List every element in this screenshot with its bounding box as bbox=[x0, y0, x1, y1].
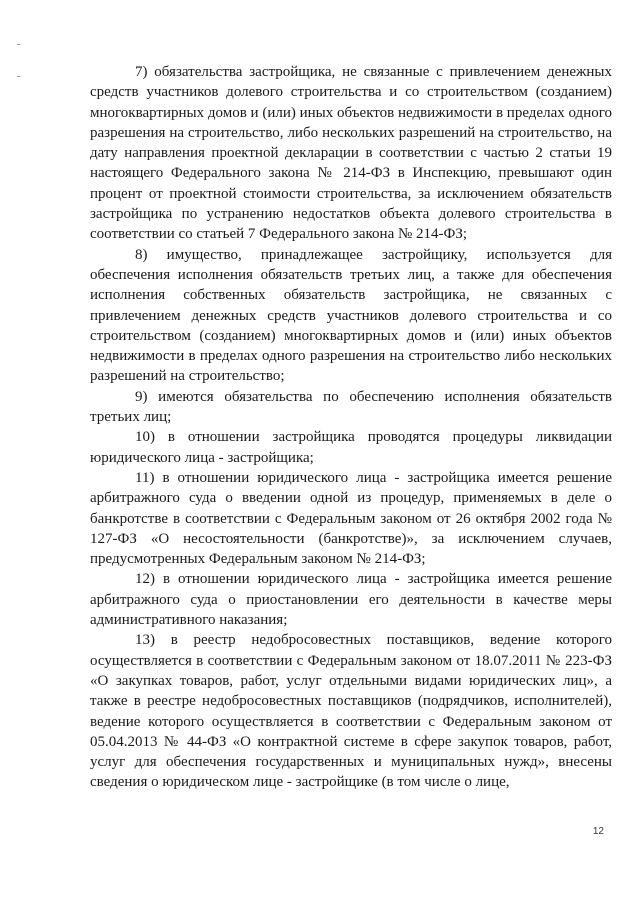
page-number: 12 bbox=[592, 826, 604, 837]
document-body bbox=[90, 62, 612, 793]
paragraph-item-13: 13) в реестр недобросовестных поставщиков, ведение которого осуществляется в соответствии с Федеральным законом от 18.07.2011 № 223-ФЗ «О закупках товаров, работ, услуг отдельными видами юридических лиц», а также в реестре недобросовестных поставщиков (подрядчиков, исполнителей), ведение которого осуществляется в соответствии с Федеральным законом от 05.04.2013 № 44-ФЗ «О контрактной системе в сфере закупок товаров, работ, услуг для обеспечения государственных и муниципальных нужд», внесены сведения о юридическом лице - застройщике (в том числе о лице, bbox=[90, 632, 612, 791]
paragraph-item-7: 7) обязательства застройщика, не связанные с привлечением денежных средств участников долевого строительства и со строительством (созданием) многоквартирных домов и (или) иных объектов недвижимости в пределах одного разрешения на строительство, либо нескольких разрешений на строительство, на дату направления проектной декларации в соответствии с частью 2 статьи 19 настоящего Федерального закона № 214-ФЗ в Инспекцию, превышают один процент от проектной стоимости строительства, за исключением обязательств застройщика по устранению недостатков объекта долевого строительства в соответствии со статьей 7 Федерального закона № 214-ФЗ; bbox=[90, 64, 612, 243]
paragraph-item-12: 12) в отношении юридического лица - застройщика имеется решение арбитражного суда о приостановлении его деятельности в качестве меры административного наказания; bbox=[90, 571, 612, 629]
scan-mark bbox=[17, 44, 20, 45]
paragraph-item-11: 11) в отношении юридического лица - застройщика имеется решение арбитражного суда о введении одной из процедур, применяемых в деле о банкротстве в соответствии с Федеральным законом от 26 октября 2002 года № 127-ФЗ «О несостоятельности (банкротстве)», за исключением случаев, предусмотренных Федеральным законом № 214-ФЗ; bbox=[90, 469, 612, 568]
paragraph-item-8: 8) имущество, принадлежащее застройщику, используется для обеспечения исполнения обязательств третьих лиц, а также для обеспечения исполнения собственных обязательств застройщика, не связанных с привлечением денежных средств участников долевого строительства и со строительством (созданием) многоквартирных домов и (или) иных объектов недвижимости в пределах одного разрешения на строительство либо нескольких разрешений на строительство; bbox=[90, 246, 612, 385]
paragraph-item-10: 10) в отношении застройщика проводятся процедуры ликвидации юридического лица - застройщика; bbox=[90, 429, 612, 466]
paragraph-item-9: 9) имеются обязательства по обеспечению исполнения обязательств третьих лиц; bbox=[90, 388, 612, 426]
scan-mark bbox=[17, 76, 20, 77]
